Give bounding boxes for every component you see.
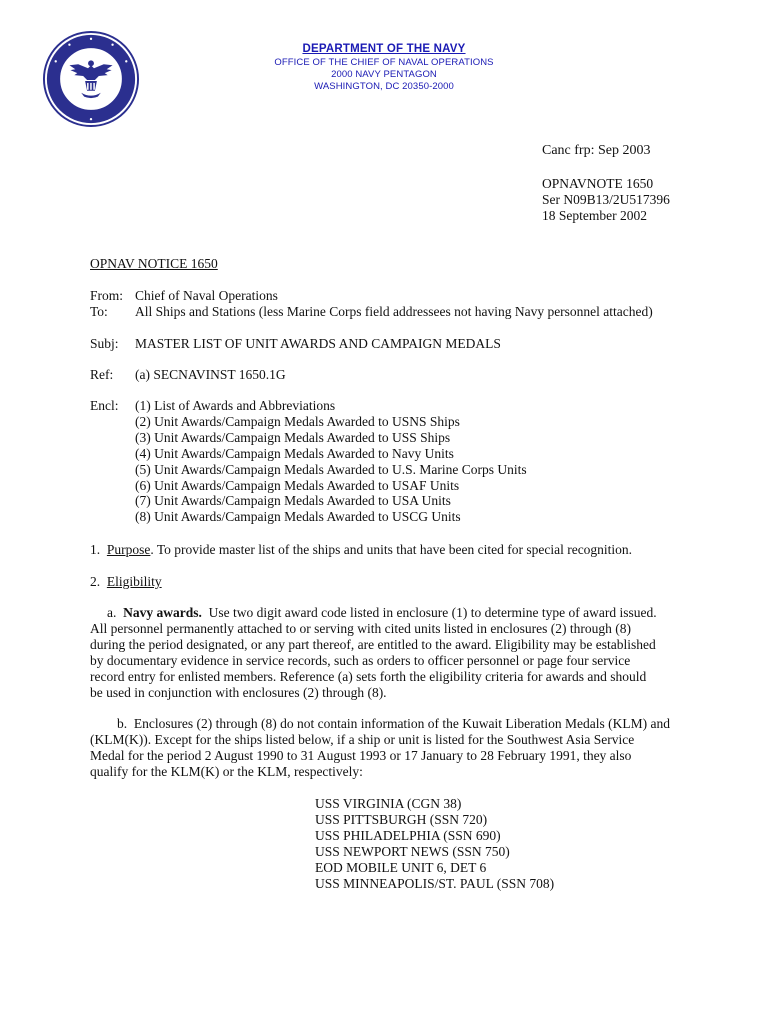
paragraph-b-line: b. Enclosures (2) through (8) do not contain information of the Kuwait Liberation Medals (KLM) and bbox=[90, 716, 670, 731]
eligibility-number: 2. bbox=[90, 574, 101, 589]
letterhead-office: OFFICE OF THE CHIEF OF NAVAL OPERATIONS bbox=[274, 57, 494, 68]
ship-item: USS PITTSBURGH (SSN 720) bbox=[315, 811, 488, 827]
paragraph-a-line: by documentary evidence in service records, such as orders to officer personnel or page four service bbox=[90, 652, 631, 668]
paragraph-b-line: (KLM(K)). Except for the ships listed below, if a ship or unit is listed for the Southwest Asia Service bbox=[90, 731, 635, 747]
letterhead-address-1: 2000 NAVY PENTAGON bbox=[331, 69, 437, 80]
notice-title: OPNAV NOTICE 1650 bbox=[90, 256, 218, 271]
paragraph-b bbox=[90, 716, 690, 780]
enclosure-item: (6) Unit Awards/Campaign Medals Awarded to USAF Units bbox=[135, 477, 460, 493]
paragraph-b-line: Medal for the period 2 August 1990 to 31 August 1993 or 17 January to 28 February 1991, they also bbox=[90, 747, 632, 763]
purpose-number: 1. bbox=[90, 542, 101, 557]
department-of-defense-seal bbox=[42, 30, 140, 128]
eligibility-heading: Eligibility bbox=[106, 574, 162, 589]
paragraph-a-lead: Use two digit award code listed in enclosure (1) to determine type of award issued. bbox=[201, 605, 657, 620]
ship-item: USS MINNEAPOLIS/ST. PAUL (SSN 708) bbox=[315, 875, 555, 891]
serial-number: Ser N09B13/2U517396 bbox=[542, 192, 670, 207]
enclosure-label: Encl: bbox=[90, 398, 119, 413]
issue-date: 18 September 2002 bbox=[542, 208, 647, 223]
excluded-ships-list bbox=[315, 796, 554, 891]
subject-value: MASTER LIST OF UNIT AWARDS AND CAMPAIGN MEDALS bbox=[135, 336, 501, 351]
ship-item: EOD MOBILE UNIT 6, DET 6 bbox=[315, 859, 487, 875]
enclosure-item: (2) Unit Awards/Campaign Medals Awarded to USNS Ships bbox=[135, 413, 460, 429]
paragraph-a-marker: a. bbox=[107, 605, 117, 620]
purpose-paragraph bbox=[90, 542, 632, 558]
from-value: Chief of Naval Operations bbox=[135, 288, 278, 303]
enclosure-list bbox=[135, 398, 527, 525]
enclosure-item: (5) Unit Awards/Campaign Medals Awarded to U.S. Marine Corps Units bbox=[135, 461, 527, 477]
cancellation-date: Canc frp: Sep 2003 bbox=[542, 143, 651, 158]
from-label: From: bbox=[90, 288, 124, 303]
paragraph-a-line: be used in conjunction with enclosures (2) through (8). bbox=[90, 684, 387, 700]
enclosure-item: (7) Unit Awards/Campaign Medals Awarded to USA Units bbox=[135, 493, 451, 509]
paragraph-a bbox=[90, 605, 690, 700]
document-id-block bbox=[542, 176, 670, 224]
letterhead-department: DEPARTMENT OF THE NAVY bbox=[302, 43, 466, 55]
letterhead bbox=[226, 42, 542, 93]
paragraph-b-line: qualify for the KLM(K) or the KLM, respectively: bbox=[90, 763, 363, 779]
paragraph-a-heading: Navy awards. bbox=[123, 605, 202, 620]
reference-value: (a) SECNAVINST 1650.1G bbox=[135, 367, 286, 382]
to-value: All Ships and Stations (less Marine Corps field addressees not having Navy personnel attached) bbox=[135, 304, 653, 319]
enclosure-item: (4) Unit Awards/Campaign Medals Awarded to Navy Units bbox=[135, 445, 454, 461]
ship-item: USS VIRGINIA (CGN 38) bbox=[315, 796, 462, 811]
reference-label: Ref: bbox=[90, 367, 114, 382]
to-label: To: bbox=[90, 304, 108, 319]
purpose-text: . To provide master list of the ships and units that have been cited for special recognition. bbox=[150, 542, 633, 557]
paragraph-a-line: All personnel permanently attached to or serving with cited units listed in enclosures (2) through (8) bbox=[90, 620, 631, 636]
eligibility-heading-line bbox=[90, 574, 162, 590]
paragraph-a-line: record entry for enlisted members. Reference (a) sets forth the eligibility criteria for awards and should bbox=[90, 668, 647, 684]
ship-item: USS PHILADELPHIA (SSN 690) bbox=[315, 827, 501, 843]
ship-item: USS NEWPORT NEWS (SSN 750) bbox=[315, 843, 510, 859]
paragraph-a-line: during the period designated, or any part thereof, are entitled to the award. Eligibility may be established bbox=[90, 636, 656, 652]
purpose-heading: Purpose bbox=[106, 542, 151, 557]
paragraph-a-first-line bbox=[90, 605, 690, 621]
notice-number: OPNAVNOTE 1650 bbox=[542, 176, 654, 191]
enclosure-item: (3) Unit Awards/Campaign Medals Awarded to USS Ships bbox=[135, 429, 451, 445]
letterhead-address-2: WASHINGTON, DC 20350-2000 bbox=[314, 81, 454, 92]
enclosure-item: (8) Unit Awards/Campaign Medals Awarded to USCG Units bbox=[135, 509, 461, 525]
subject-label: Subj: bbox=[90, 336, 119, 351]
enclosure-item: (1) List of Awards and Abbreviations bbox=[135, 398, 336, 413]
